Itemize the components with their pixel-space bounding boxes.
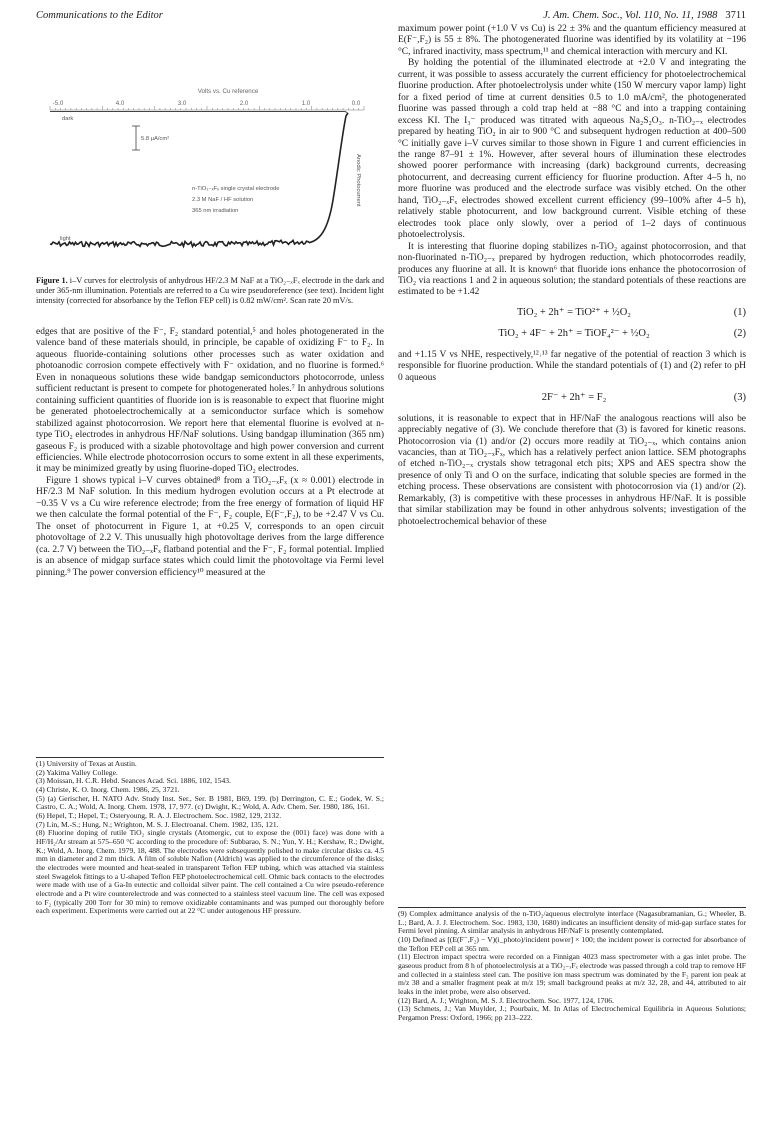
figure-1 bbox=[48, 80, 366, 272]
equation-number: (1) bbox=[733, 306, 746, 318]
footnote: (11) Electron impact spectra were recorded on a Finnigan 4023 mass spectrometer with a gas inlet probe. The gaseous product from 8 h of photoelectrolysis at a TiO₂₋ₓFₓ electrode was passed through a cold trap to remove HF and collected in a stainless steel can. The positive ion mass spectrum was dominated by the F₂ parent ion peak at m/z 38 and a smaller fragment peak at m/z 19; small background peaks at m/z 32, 28, and 44, attributed to air leaks in the inlet probe, were also observed. bbox=[398, 952, 746, 996]
journal-name: J. Am. Chem. Soc., Vol. 110, No. 11, 1988 bbox=[543, 10, 718, 21]
x-tick-label: 0.0 bbox=[351, 100, 361, 107]
paragraph: solutions, it is reasonable to expect that in HF/NaF the analogous reactions will also be appreciably negative of (3). We conclude therefore that (3) is favored for kinetic reasons. Photocorrosion via (1) and/or (2) occurs more readily at TiO₂₋ₓ, which contains anion vacancies, than at TiO₂₋ₓFₓ, which has a relatively perfect anion lattice. SEM photographs of etched n-TiO₂₋ₓ crystals show tetragonal etch pits; XPS and AES spectra show the presence of only Ti and O on the surface, indicating that soluble species are formed in the etching process. These observations are consistent with photocorrosion via (1) and/or (2). Remarkably, (3) is competitive with these processes in anhydrous HF/NaF. It is possible that similar stabilization may be found in other anhydrous solvents; investigation of the photoelectrochemical behavior of these bbox=[398, 413, 746, 527]
light-curve bbox=[50, 113, 348, 247]
iv-curve-plot bbox=[48, 80, 366, 272]
scale-bar-label: 5.8 μA/cm² bbox=[141, 136, 170, 142]
label-light: light bbox=[60, 236, 71, 242]
footnote: (13) Schmets, J.; Van Muylder, J.; Pourbaix, M. In Atlas of Electrochemical Equilibria in Aqueous Solutions; Pergamon Press: Oxford, 1966; pp 213–222. bbox=[398, 1004, 746, 1022]
footnote-rule bbox=[36, 757, 384, 758]
equation-number: (2) bbox=[733, 328, 746, 340]
footnote: (8) Fluorine doping of rutile TiO₂ single crystals (Atomergic, cut to expose the (001) face) was done with a HF/H₂/Ar stream at 575–650 °C according to the procedure of: Subbarao, S. N.; Yun, Y. H.; Kershaw, R.; Dwight, K.; Wold, A. Inorg. Chem. 1979, 18, 488. The electrodes were subsequently polished to make circular disks ca. 4.5 mm in diameter and 2 mm thick. A film of soluble Nafion (Aldrich) was applied to the circumference of the disks; the electrodes were mounted and heat-sealed in transparent Teflon FEP tubing, which was attached via stainless steel Swagelok fittings to a U-shaped Teflon FEP photoelectrochemical cell. Ohmic back contacts to the electrodes were made with use of a Ga-In eutectic and colloidal silver paint. The cell contained a Cu wire pseudo-reference electrode and a Pt wire counterelectrode and was connected to a stainless steel vacuum line. The cell was exposed to F₂ (typically 200 Torr for 30 min) to remove oxidizable contaminants and was pumped out thoroughly before each experiment. Experiments were carried out at 22 °C under autogenous HF pressure. bbox=[36, 828, 384, 916]
legend-irradiation: 365 nm irradiation bbox=[192, 208, 239, 214]
equation-expression: TiO₂ + 2h⁺ = TiO²⁺ + ½O₂ bbox=[517, 306, 631, 318]
footnote: (9) Complex admittance analysis of the n-TiO₂/aqueous electrolyte interface (Nagasubramanian, G.; Wheeler, B. L.; Bard, A. J. J. Electrochem. Soc. 1983, 130, 1680) indicates an insufficient density of mid-gap surface states for Fermi level pinning. A similar analysis in anhydrous HF/NaF is presently contemplated. bbox=[398, 909, 746, 936]
right-column-body bbox=[398, 24, 746, 528]
footnote: (6) Hepel, T.; Hepel, T.; Osteryoung, R. A. J. Electrochem. Soc. 1982, 129, 2132. bbox=[36, 810, 282, 820]
footnote: (1) University of Texas at Austin. bbox=[36, 759, 137, 768]
axis-title: Volts vs. Cu reference bbox=[197, 88, 259, 95]
x-tick-label: 3.0 bbox=[177, 100, 187, 107]
x-tick-labels bbox=[53, 100, 361, 107]
paragraph: maximum power point (+1.0 V vs Cu) is 22 ± 3% and the quantum efficiency measured at E(F⁻,F₂) is 55 ± 8%. The photogenerated fluorine was identified by its volatility at −196 °C, infrared inactivity, mass spectrum,¹¹ and chemical interaction with mercury and KI. bbox=[398, 24, 746, 57]
paragraph: Figure 1 shows typical i–V curves obtained⁸ from a TiO₂₋ₓFₓ (x ≈ 0.001) electrode in HF/2.3 M NaF solution. In this medium hydrogen evolution occurs at a Pt electrode at −0.35 V vs a Cu wire reference electrode; from the free energy of formation of liquid HF we then calculate the formal potential of the F⁻, F₂ couple, E(F⁻,F₂), to be +2.47 V vs Cu. The onset of photocurrent in Figure 1, at +0.25 V, corresponds to an open circuit photovoltage of 2.2 V. This unusually high photovoltage derives from the large difference (ca. 2.7 V) between the TiO₂₋ₓFₓ flatband potential and the F⁻, F₂ formal potential. Implied is an absence of midgap surface states which could limit the photovoltage via Fermi level pinning.⁹ The power conversion efficiency¹⁰ measured at the bbox=[36, 475, 384, 578]
caption-label: Figure 1. bbox=[36, 276, 68, 285]
paragraph: and +1.15 V vs NHE, respectively,¹²˒¹³ far negative of the potential of reaction 3 which is responsible for fluorine production. While the standard potentials of (1) and (2) refer to pH 0 aqueous bbox=[398, 349, 746, 383]
x-tick-label: 4.0 bbox=[115, 100, 125, 107]
caption-text: i–V curves for electrolysis of anhydrous HF/2.3 M NaF at a TiO₂₋ₓFₓ electrode in the dark and under 365-nm illumination. Potentials are referred to a Cu wire pseudoreference (see text). Incident light intensity (corrected for absorbance by the Teflon FEP cell) is 0.82 mW/cm². Scan rate 20 mV/s. bbox=[36, 276, 384, 305]
footnote-rule bbox=[398, 907, 746, 908]
y-axis-label: Anodic Photocurrent bbox=[355, 154, 361, 207]
footnote: (5) (a) Gerischer, H. NATO Adv. Study Inst. Ser., Ser. B 1981, B69, 199. (b) Derrington, C. E.; Godek, W. S.; Castro, C. A.; Wold, A. Inorg. Chem. 1978, 17, 977. (c) Dwight, K.; Wold, A. Adv. Chem. Ser. 1980, 186, 161. bbox=[36, 793, 384, 812]
label-dark: dark bbox=[62, 116, 74, 122]
footnote: (7) Lin, M.-S.; Hung, N.; Wrighton, M. S. J. Electroanal. Chem. 1982, 135, 121. bbox=[36, 819, 279, 829]
equation-2 bbox=[398, 328, 746, 339]
section-title: Communications to the Editor bbox=[36, 10, 163, 21]
paragraph: edges that are positive of the F⁻, F₂ standard potential,⁵ and holes photogenerated in the valence band of these materials should, in principle, be capable of oxidizing F⁻ to F₂. In aqueous fluoride-containing solutions other processes such as water oxidation and photoanodic corrosion compete effectively with F⁻ oxidation, and no fluorine is formed.⁶ Even in nonaqueous solutions these wide bandgap semiconductors photocorrode, unless sufficient reductant is present to compete for photogenerated holes.⁷ In anhydrous solutions containing sufficient quantities of fluoride ion is is reasonable to expect that fluorine might be generated photoelectrochemically at a semiconductor surface which is somehow stabilized against photocorrosion. We report here that elemental fluorine is evolved at n-type TiO₂ electrodes in anhydrous HF/NaF solutions. Using bandgap illumination (365 nm) gaseous F₂ is produced with a sizable photovoltage and high power conversion and current efficiencies. While electrode photocorrosion occurs to some extent in all these experiments, it may be minimized greatly by using fluorine-doped TiO₂ electrodes. bbox=[36, 327, 384, 475]
paragraph: It is interesting that fluorine doping stabilizes n-TiO₂ against photocorrosion, and that non-fluorinated n-TiO₂₋ₓ prepared by hydrogen reduction, which photocorrodes readily, produces any fluorine at all. It is known⁶ that fluoride ions enhance the photocorrosion of TiO₂ via reactions 1 and 2 in aqueous solution; the standard potentials of these reactions are estimated to be +1.42 bbox=[398, 241, 746, 298]
footnotes-left bbox=[36, 757, 384, 916]
x-tick-label: -5.0 bbox=[52, 100, 64, 107]
footnotes-right bbox=[398, 907, 746, 1023]
equation-expression: TiO₂ + 4F⁻ + 2h⁺ = TiOF₄²⁻ + ½O₂ bbox=[498, 328, 650, 340]
equation-expression: 2F⁻ + 2h⁺ = F₂ bbox=[541, 392, 607, 404]
x-tick-label: 2.0 bbox=[239, 100, 249, 107]
legend-solution: 2.3 M NaF / HF solution bbox=[192, 197, 254, 203]
equation-1 bbox=[398, 307, 746, 318]
figure-caption bbox=[36, 276, 384, 306]
legend-electrode: n-TiO₂₋ₓFₓ single crystal electrode bbox=[192, 186, 280, 192]
equation-3 bbox=[398, 392, 746, 403]
page-number: 3711 bbox=[725, 10, 746, 21]
dark-curve bbox=[50, 112, 348, 115]
x-tick-label: 1.0 bbox=[301, 100, 311, 107]
footnote: (10) Defined as [(E(F⁻,F₂) − V)(i_photo)/incident power] × 100; the incident power is corrected for absorbance of the Teflon FEP cell at 365 nm. bbox=[398, 934, 746, 953]
footnote: (2) Yakima Valley College. bbox=[36, 767, 118, 777]
footnote: (12) Bard, A. J.; Wrighton, M. S. J. Electrochem. Soc. 1977, 124, 1706. bbox=[398, 995, 614, 1005]
footnote: (4) Christe, K. O. Inorg. Chem. 1986, 25, 3721. bbox=[36, 784, 180, 794]
left-column-body bbox=[36, 327, 384, 579]
footnote: (3) Moissan, H. C.R. Hebd. Seances Acad. Sci. 1886, 102, 1543. bbox=[36, 776, 231, 786]
paragraph: By holding the potential of the illuminated electrode at +2.0 V and integrating the current, it was possible to assess accurately the current efficiency for photoelectrochemical fluorine production. After photoelectrolysis under white (150 W mercury vapor lamp) light for a fixed period of time at current densities 0.5 to 1.0 mA/cm², the photogenerated fluorine was passed through a cold trap held at −88 °C and into a trapping containing excess KI. The I₃⁻ produced was titrated with aqueous Na₂S₂O₃. n-TiO₂₋ₓ electrodes prepared by heating TiO₂ in air to 900 °C and subsequent hydrogen reduction at 400–500 °C initially gave i–V curves similar to those shown in Figure 1 and current efficiencies in the range 87–91 ± 1%. However, after several hours of illumination these electrodes showed poorer performance with increasing (dark) background currents, decreasing photocurrent, and decreasing current efficiency for fluorine production. After 4–5 h, no more fluorine was produced and the electrode surface was visibly etched. On the other hand, TiO₂₋ₓFₓ electrodes showed excellent current efficiency (99–100% after 4–5 h), relatively stable photocurrent, and low background current. Visible etching of these electrodes took place only slowly, over a period of 1–2 days of continuous photoelectrolysis. bbox=[398, 58, 746, 241]
equation-number: (3) bbox=[733, 392, 746, 404]
